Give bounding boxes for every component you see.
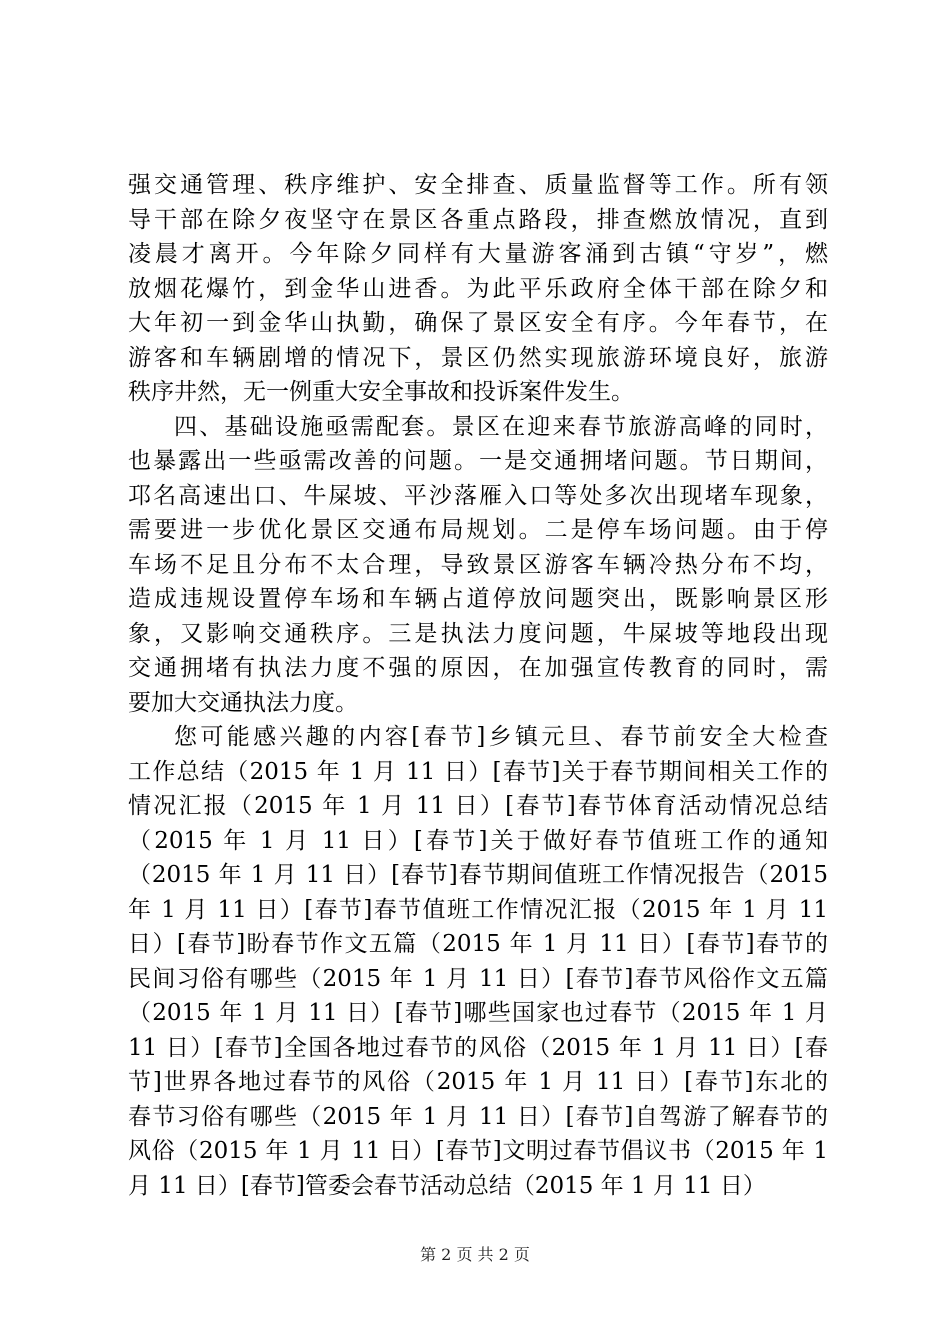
text-line: 民间习俗有哪些（2015 年 1 月 11 日）[春节]春节风俗作文五篇 xyxy=(128,965,828,992)
text-line: 秩序井然，无一例重大安全事故和投诉案件发生。 xyxy=(128,379,634,405)
paragraph-continuation xyxy=(128,168,828,410)
page-number-footer: 第 2 页 共 2 页 xyxy=(420,1245,530,1264)
text-line: 交通拥堵有执法力度不强的原因，在加强宣传教育的同时，需 xyxy=(128,655,828,681)
text-line: 游客和车辆剧增的情况下，景区仍然实现旅游环境良好，旅游 xyxy=(128,344,828,371)
text-line: 日）[春节]盼春节作文五篇（2015 年 1 月 11 日）[春节]春节的 xyxy=(128,931,828,957)
text-line: 11 日）[春节]全国各地过春节的风俗（2015 年 1 月 11 日）[春 xyxy=(128,1034,828,1061)
text-line: 凌晨才离开。今年除夕同样有大量游客涌到古镇“守岁”，燃 xyxy=(128,241,828,267)
text-line: 也暴露出一些亟需改善的问题。一是交通拥堵问题。节日期间， xyxy=(128,448,828,474)
text-line: 造成违规设置停车场和车辆占道停放问题突出，既影响景区形 xyxy=(128,586,828,612)
text-line: 需要进一步优化景区交通布局规划。二是停车场问题。由于停 xyxy=(128,517,828,543)
text-line: （2015 年 1 月 11 日）[春节]哪些国家也过春节（2015 年 1 月 xyxy=(128,1000,828,1026)
text-line: 工作总结（2015 年 1 月 11 日）[春节]关于春节期间相关工作的 xyxy=(128,758,828,785)
text-line: （2015 年 1 月 11 日）[春节]关于做好春节值班工作的通知 xyxy=(128,827,828,854)
document-body xyxy=(128,168,828,1203)
text-line: 春节习俗有哪些（2015 年 1 月 11 日）[春节]自驾游了解春节的 xyxy=(128,1103,828,1130)
text-line: 邛名高速出口、牛屎坡、平沙落雁入口等处多次出现堵车现象， xyxy=(128,482,828,509)
paragraph-related-content xyxy=(128,720,828,1203)
text-line: 强交通管理、秩序维护、安全排查、质量监督等工作。所有领 xyxy=(128,172,828,198)
text-line: 大年初一到金华山执勤，确保了景区安全有序。今年春节，在 xyxy=(128,310,828,336)
text-line: 要加大交通执法力度。 xyxy=(128,689,358,716)
text-line: 四、基础设施亟需配套。景区在迎来春节旅游高峰的同时， xyxy=(174,413,828,440)
paragraph-infrastructure xyxy=(128,410,828,721)
text-line: 月 11 日）[春节]管委会春节活动总结（2015 年 1 月 11 日） xyxy=(128,1172,766,1199)
text-line: 年 1 月 11 日）[春节]春节值班工作情况汇报（2015 年 1 月 11 xyxy=(128,896,828,923)
text-line: 您可能感兴趣的内容[春节]乡镇元旦、春节前安全大检查 xyxy=(174,724,828,750)
text-line: 车场不足且分布不太合理，导致景区游客车辆冷热分布不均， xyxy=(128,551,828,578)
text-line: （2015 年 1 月 11 日）[春节]春节期间值班工作情况报告（2015 xyxy=(128,862,828,888)
text-line: 节]世界各地过春节的风俗（2015 年 1 月 11 日）[春节]东北的 xyxy=(128,1069,828,1095)
text-line: 导干部在除夕夜坚守在景区各重点路段，排查燃放情况，直到 xyxy=(128,206,828,233)
text-line: 象，又影响交通秩序。三是执法力度问题，牛屎坡等地段出现 xyxy=(128,620,828,647)
text-line: 放烟花爆竹，到金华山进香。为此平乐政府全体干部在除夕和 xyxy=(128,275,828,302)
text-line: 情况汇报（2015 年 1 月 11 日）[春节]春节体育活动情况总结 xyxy=(128,793,828,819)
text-line: 风俗（2015 年 1 月 11 日）[春节]文明过春节倡议书（2015 年 1 xyxy=(128,1138,828,1164)
